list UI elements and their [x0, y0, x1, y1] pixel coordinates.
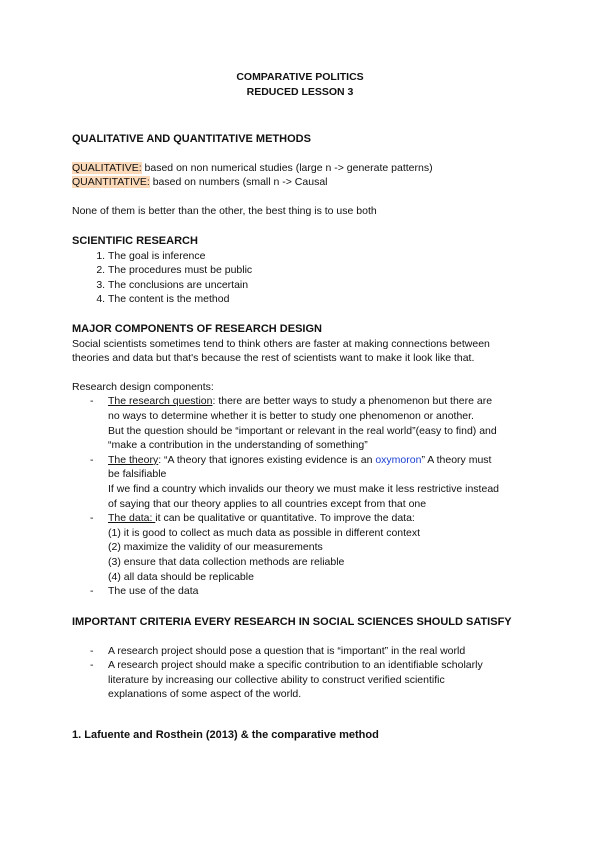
criteria-item-1: - A research project should pose a question that is “important” in the real world [90, 644, 528, 659]
scientific-section [72, 234, 528, 307]
criteria-item-2-line3: explanations of some aspect of the world. [108, 688, 302, 701]
theory-line4: of saying that our theory applies to all countries except from that one [108, 497, 427, 510]
theory-line2: be falsifiable [108, 468, 167, 481]
theory-text-post: ” A theory must [421, 453, 492, 466]
methods-section [72, 132, 528, 218]
data-point: (1) it is good to collect as much data as possible in different context [108, 526, 421, 539]
criteria-heading: IMPORTANT CRITERIA EVERY RESEARCH IN SOCIAL SCIENCES SHOULD SATISFY [72, 616, 512, 628]
data-point: (3) ensure that data collection methods are reliable [108, 555, 345, 568]
list-item: 2. The procedures must be public [108, 263, 528, 278]
data-point: (2) maximize the validity of our measurements [108, 541, 323, 554]
criteria-item-2-line1: - A research project should make a specific contribution to an identifiable scholarly [108, 659, 483, 672]
components-list [72, 394, 528, 598]
components-list-title: Research design components: [72, 380, 214, 393]
methods-note: None of them is better than the other, the best thing is to use both [72, 204, 377, 217]
components-heading: MAJOR COMPONENTS OF RESEARCH DESIGN [72, 323, 322, 335]
criteria-list [72, 644, 528, 702]
theory-text-pre: : “A theory that ignores existing evidence is an [158, 453, 376, 466]
oxymoron-link[interactable]: oxymoron [375, 453, 422, 466]
quantitative-line [72, 175, 528, 190]
scientific-list [72, 249, 528, 307]
course-title: COMPARATIVE POLITICS [236, 71, 364, 83]
list-item: 1. The goal is inference [108, 249, 528, 264]
criteria-item-2-line2: literature by increasing our collective ability to construct verified scientific [108, 673, 445, 686]
list-item: 3. The conclusions are uncertain [108, 278, 528, 293]
qualitative-label: QUALITATIVE: [72, 161, 142, 174]
data-point: (4) all data should be replicable [108, 570, 254, 583]
research-question-text: : there are better ways to study a phenomenon but there are [212, 395, 493, 408]
document-title-block [72, 70, 528, 99]
list-item: 4. The content is the method [108, 292, 528, 307]
research-question-line4: “make a contribution in the understanding of something” [108, 439, 368, 452]
lesson-title: REDUCED LESSON 3 [246, 85, 354, 98]
theory-item [90, 453, 528, 511]
data-label: The data: [108, 512, 156, 525]
theory-line3: If we find a country which invalids our theory we must make it less restrictive instead [108, 482, 499, 495]
quantitative-label: QUANTITATIVE: [72, 176, 150, 189]
use-of-data-item: - The use of the data [90, 584, 528, 599]
qualitative-text: based on non numerical studies (large n -> generate patterns) [141, 161, 433, 174]
quantitative-text: based on numbers (small n -> Causal [149, 176, 328, 189]
section1 [72, 728, 528, 743]
methods-heading: QUALITATIVE AND QUANTITATIVE METHODS [72, 133, 311, 145]
theory-label: The theory [108, 453, 159, 466]
qualitative-line [72, 161, 528, 176]
data-item [90, 511, 528, 584]
criteria-section [72, 615, 528, 702]
components-intro-line2: theories and data but that's because the rest of scientists want to make it look like that. [72, 352, 475, 365]
research-question-label: The research question [108, 395, 213, 408]
components-section [72, 322, 528, 599]
scientific-heading: SCIENTIFIC RESEARCH [72, 235, 198, 247]
data-text: it can be qualitative or quantitative. To improve the data: [155, 512, 415, 525]
research-question-item [90, 394, 528, 452]
research-question-line2: no ways to determine whether it is better to study one phenomenon or another. [108, 409, 474, 422]
research-question-line3: But the question should be “important or relevant in the real world”(easy to find) and [108, 424, 497, 437]
section1-heading: 1. Lafuente and Rosthein (2013) & the comparative method [72, 729, 379, 741]
criteria-item-2 [90, 658, 528, 702]
components-intro-line1: Social scientists sometimes tend to think others are faster at making connections between [72, 337, 490, 350]
